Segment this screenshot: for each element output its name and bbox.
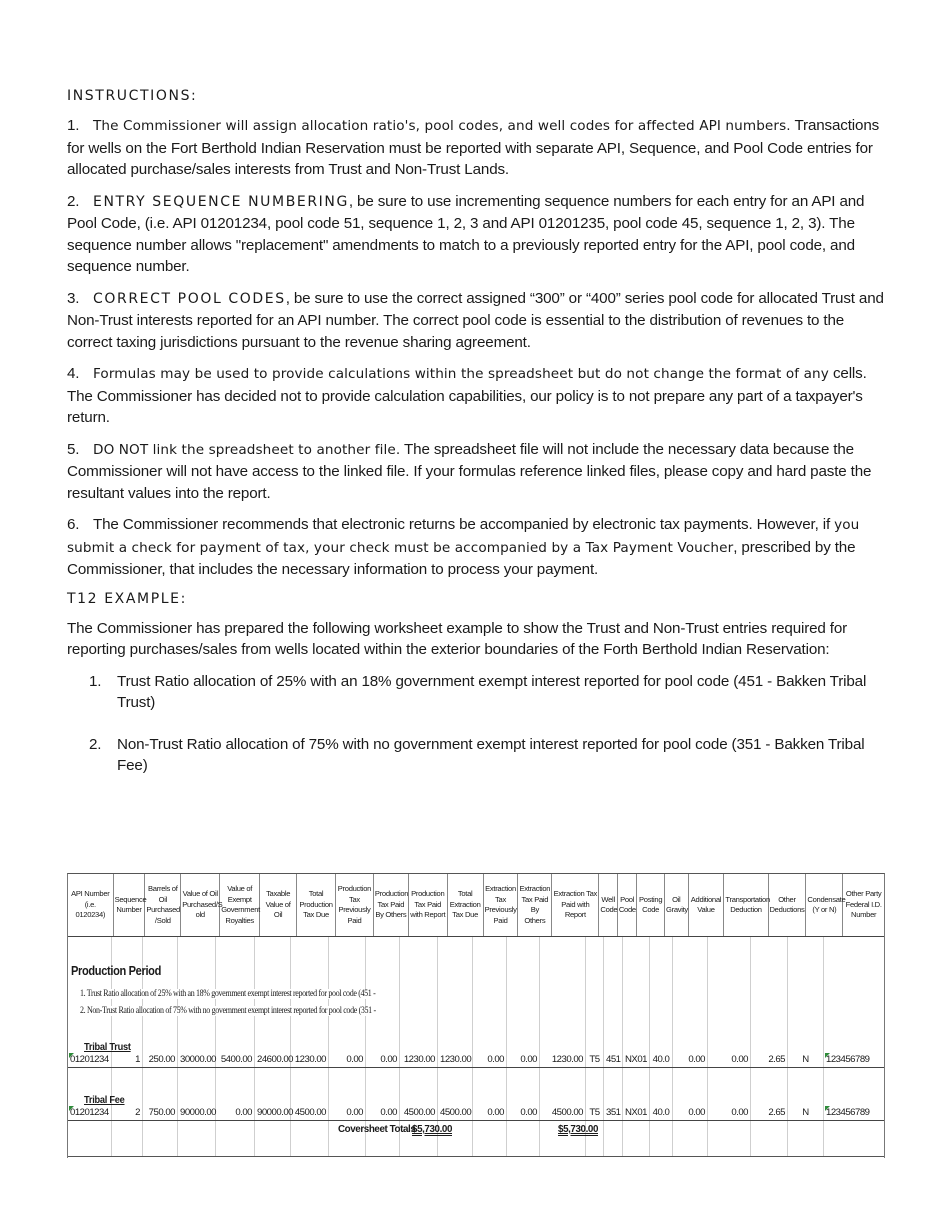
instruction-lead: DO NOT link the spreadsheet to another file. [93, 441, 401, 458]
column-header: Production Tax Paid with Report [408, 874, 447, 937]
sheet-bottom-border [68, 1156, 884, 1157]
table-cell: 2.65 [768, 1054, 785, 1065]
example-intro: The Commissioner has prepared the following worksheet example to show the Trust and Non-Trust entries required for reporting purchases/sales from wells located within the exterior boundaries of the Forth Berthold Indian Reservation: [67, 619, 848, 658]
instruction-text: , be sure to use the correct assigned “300” or “400” series pool code for allocated Trust and Non-Trust interests reported for an API number. The correct pool code is essential to the distribution of revenues to the correct taxing jurisdictions pursuant to the revenue sharing agreement. [67, 289, 884, 351]
worksheet-example [67, 873, 885, 1158]
column-header: Extraction Tax Paid with Report [552, 874, 599, 937]
table-cell: 1230.00 [294, 1054, 326, 1065]
production-period-title: Production Period [71, 963, 161, 978]
cell-comment-marker [69, 1106, 74, 1111]
list-text: Trust Ratio allocation of 25% with an 18% government exempt interest reported for pool code (451 - Bakken Tribal Trust) [117, 672, 867, 711]
table-cell: 2 [135, 1107, 140, 1118]
instruction-number: 1. [67, 117, 80, 134]
table-cell: 0.00 [346, 1107, 363, 1118]
column-header: Oil Gravity [664, 874, 688, 937]
instruction-text: , be sure to use incrementing sequence numbers for each entry for an API and Pool Code, (i.e. API 01201234, pool code 51, sequence 1, 2, 3 and API 01201235, pool code 45, sequence 1, 2, 3). The sequence number allows "replacement" amendments to match to a previously reported entry for the API, pool code, and sequence number. [67, 192, 865, 275]
extraction-total: $5,730.00 [558, 1124, 598, 1135]
table-cell: 0.00 [520, 1107, 537, 1118]
worksheet-header [68, 874, 884, 937]
table-cell: 0.00 [688, 1054, 705, 1065]
instruction-lead: Formulas may be used to provide calculations within the spreadsheet but do not change the format of any [93, 366, 829, 382]
column-header: Pool Code [617, 874, 636, 937]
cell-comment-marker [825, 1106, 830, 1111]
instruction-number: 2. [67, 192, 80, 210]
table-cell: 123456789 [826, 1054, 870, 1065]
column-header: Other Deductions [768, 874, 806, 937]
list-item [89, 734, 887, 777]
instruction-6 [67, 514, 887, 581]
column-gridline [254, 937, 255, 1157]
table-cell: 0.00 [731, 1054, 748, 1065]
table-cell: 4500.00 [403, 1107, 435, 1118]
table-cell: 0.00 [346, 1054, 363, 1065]
instruction-number: 5. [67, 440, 80, 458]
instruction-number: 4. [67, 365, 80, 382]
column-gridline [750, 937, 751, 1157]
table-cell: 1230.00 [551, 1054, 583, 1065]
table-cell: N [802, 1107, 809, 1118]
table-cell: 30000.00 [180, 1054, 217, 1065]
table-cell: 250.00 [148, 1054, 175, 1065]
instruction-lead: ENTRY SEQUENCE NUMBERING [93, 193, 349, 210]
table-cell: 1230.00 [403, 1054, 435, 1065]
instruction-3 [67, 288, 887, 354]
column-header: Condensate (Y or N) [806, 874, 843, 937]
table-cell: 0.00 [487, 1107, 504, 1118]
instruction-text: , prescribed by the Commissioner, that includes the necessary information to process your payment. [67, 538, 856, 578]
instruction-lead: CORRECT POOL CODES [93, 290, 286, 307]
column-header: Value of Oil Purchased/S old [181, 874, 220, 937]
table-row [68, 1053, 884, 1068]
instructions-heading: INSTRUCTIONS: [67, 88, 198, 104]
table-cell: 40.0 [652, 1054, 670, 1065]
instruction-text: cells. The Commissioner has decided not to provide calculation capabilities, our policy is to not prepare any part of a taxpayer's return. [67, 365, 867, 426]
table-cell: 0.00 [731, 1107, 748, 1118]
instruction-number: 6. [67, 516, 80, 533]
cell-comment-marker [69, 1053, 74, 1058]
column-header: Extraction Tax Previously Paid [483, 874, 518, 937]
instruction-lead: The Commissioner will assign allocation ratio's, pool codes, and well codes for affected API numbers. [93, 118, 791, 134]
instruction-1 [67, 115, 887, 181]
table-cell: 750.00 [148, 1107, 175, 1118]
table-cell: 01201234 [70, 1054, 109, 1065]
table-cell: 4500.00 [551, 1107, 583, 1118]
table-cell: T5 [589, 1054, 600, 1065]
table-cell: 24600.00 [257, 1054, 294, 1065]
column-gridline [787, 937, 788, 1157]
group-label-tribal-fee: Tribal Fee [84, 1094, 125, 1106]
column-gridline [215, 937, 216, 1157]
instruction-text: The Commissioner recommends that electronic returns be accompanied by electronic tax payments. However, if [93, 516, 835, 533]
column-header: Well Code [599, 874, 617, 937]
table-cell: 2.65 [768, 1107, 785, 1118]
table-cell: 351 [606, 1107, 621, 1118]
column-header: Total Extraction Tax Due [447, 874, 483, 937]
table-cell: 1230.00 [440, 1054, 472, 1065]
column-gridline [539, 937, 540, 1157]
list-text: Non-Trust Ratio allocation of 75% with no government exempt interest reported for pool code (351 - Bakken Tribal Fee) [117, 735, 865, 774]
table-cell: 90000.00 [180, 1107, 217, 1118]
instructions-page [67, 88, 887, 797]
table-cell: 1 [135, 1054, 140, 1065]
column-header: Sequence Number [113, 874, 145, 937]
example-note-1: 1. Trust Ratio allocation of 25% with an 18% government exempt interest reported for pool code (451 - [80, 989, 379, 999]
instruction-text: The spreadsheet file will not include the necessary data because the Commissioner will not have access to the linked file. If your formulas reference linked files, please copy and hard paste the resultant values into the report. [67, 440, 872, 502]
column-header: Other Party Federal I.D. Number [843, 874, 884, 937]
table-cell: 451 [606, 1054, 621, 1065]
table-cell: 01201234 [70, 1107, 109, 1118]
column-gridline [707, 937, 708, 1157]
instruction-number: 3. [67, 289, 80, 307]
example-list [67, 671, 887, 777]
column-gridline [823, 937, 824, 1157]
column-gridline [290, 937, 291, 1157]
column-gridline [472, 937, 473, 1157]
table-cell: NX01 [625, 1107, 647, 1118]
instruction-4 [67, 363, 887, 429]
table-cell: 0.00 [380, 1107, 397, 1118]
table-cell: 0.00 [688, 1107, 705, 1118]
table-cell: 4500.00 [440, 1107, 472, 1118]
column-gridline [649, 937, 650, 1157]
header-row [68, 874, 884, 937]
table-cell: 90000.00 [257, 1107, 294, 1118]
worksheet-body [68, 937, 884, 1157]
table-cell: 0.00 [520, 1054, 537, 1065]
column-gridline [672, 937, 673, 1157]
column-header: Barrels of Oil Purchased /Sold [145, 874, 181, 937]
instruction-lead: you submit a check for payment of tax, your check must be accompanied by a Tax Payment Voucher [67, 517, 860, 556]
example-heading: T12 EXAMPLE: [67, 590, 187, 607]
table-cell: 4500.00 [294, 1107, 326, 1118]
table-cell: 0.00 [235, 1107, 252, 1118]
table-row [68, 1106, 884, 1121]
instruction-text: Transactions for wells on the Fort Berthold Indian Reservation must be reported with separate API, Sequence, and Pool Code entries for allocated purchase/sales interests from Trust and Non-Trust Lands. [67, 117, 880, 178]
column-gridline [328, 937, 329, 1157]
column-header: API Number (i.e. 0120234) [68, 874, 113, 937]
group-label-tribal-trust: Tribal Trust [84, 1041, 131, 1053]
cell-comment-marker [825, 1053, 830, 1058]
column-gridline [622, 937, 623, 1157]
coversheet-totals-label: Coversheet Totals [338, 1124, 416, 1135]
table-cell: T5 [589, 1107, 600, 1118]
column-gridline [177, 937, 178, 1157]
table-cell: 40.0 [652, 1107, 670, 1118]
column-header: Additional Value [688, 874, 724, 937]
column-header: Value of Exempt Government Royalties [220, 874, 260, 937]
column-header: Production Tax Previously Paid [336, 874, 374, 937]
list-number: 2. [89, 735, 102, 753]
list-item [89, 671, 887, 714]
table-cell: NX01 [625, 1054, 647, 1065]
table-cell: 0.00 [487, 1054, 504, 1065]
production-total: $5,730.00 [412, 1124, 452, 1135]
table-cell: 0.00 [380, 1054, 397, 1065]
instruction-2 [67, 191, 887, 278]
column-header: Production Tax Paid By Others [373, 874, 408, 937]
column-header: Transportation Deduction [724, 874, 768, 937]
column-header: Extraction Tax Paid By Others [518, 874, 552, 937]
instruction-5 [67, 439, 887, 505]
column-gridline [506, 937, 507, 1157]
column-header: Posting Code [637, 874, 665, 937]
table-cell: 123456789 [826, 1107, 870, 1118]
column-header: Taxable Value of Oil [260, 874, 297, 937]
table-cell: 5400.00 [220, 1054, 252, 1065]
list-number: 1. [89, 672, 102, 690]
table-cell: N [802, 1054, 809, 1065]
example-note-2: 2. Non-Trust Ratio allocation of 75% with no government exempt interest reported for pool code (351 - [80, 1006, 379, 1016]
column-gridline [603, 937, 604, 1157]
column-header: Total Production Tax Due [297, 874, 336, 937]
